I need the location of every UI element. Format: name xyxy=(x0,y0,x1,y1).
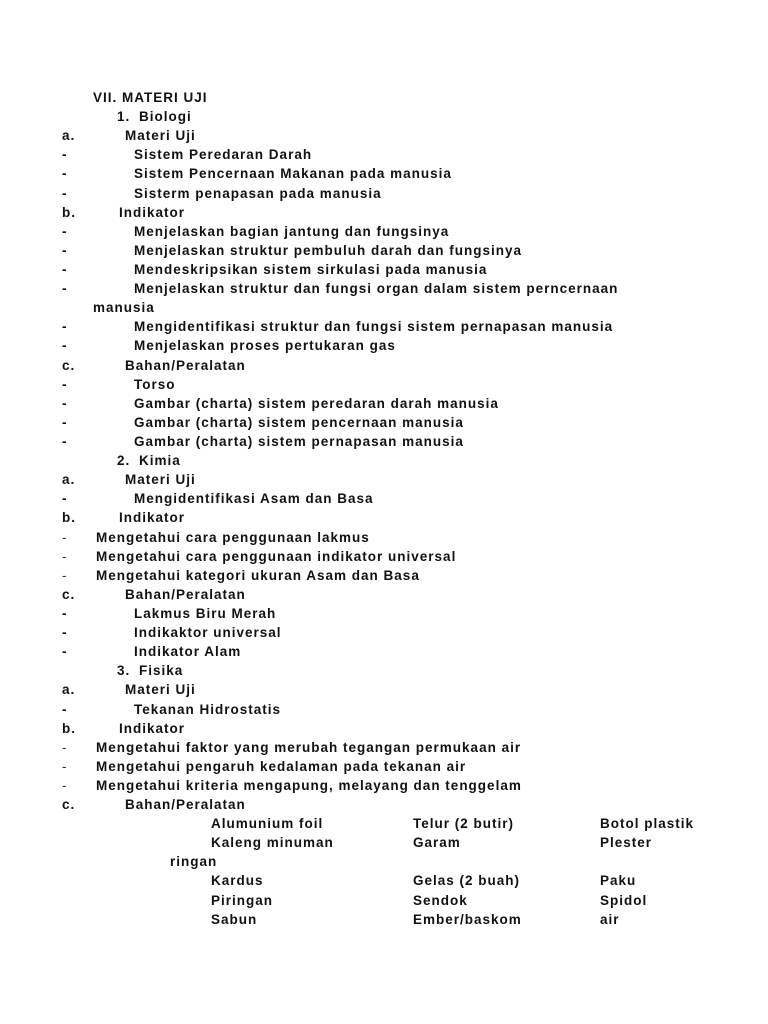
materi-item: Sistem Pencernaan Makanan pada manusia xyxy=(134,166,452,182)
bullet-dash: - xyxy=(62,414,68,430)
bullet-dash: - xyxy=(62,491,68,507)
line xyxy=(0,394,768,413)
subsection-label: Indikator xyxy=(119,204,186,220)
list-marker: b. xyxy=(62,720,76,736)
subsection-label: Bahan/Peralatan xyxy=(125,357,246,373)
table-cell: Ember/baskom xyxy=(413,911,522,927)
bullet-dash: - xyxy=(62,758,68,774)
line xyxy=(0,145,768,164)
line xyxy=(0,126,768,145)
list-marker: a. xyxy=(62,472,76,488)
line xyxy=(0,375,768,394)
line xyxy=(0,566,768,585)
materi-item: Sisterm penapasan pada manusia xyxy=(134,185,382,201)
line xyxy=(0,164,768,183)
line xyxy=(0,757,768,776)
table-cell: Gelas (2 buah) xyxy=(413,873,521,889)
line xyxy=(0,623,768,642)
materi-item: Tekanan Hidrostatis xyxy=(134,701,282,717)
line xyxy=(0,356,768,375)
line xyxy=(0,107,768,126)
bullet-dash: - xyxy=(62,338,68,354)
indikator-item: Menjelaskan bagian jantung dan fungsinya xyxy=(134,223,450,239)
table-cell: Plester xyxy=(600,835,653,851)
line xyxy=(0,604,768,623)
line xyxy=(0,241,768,260)
table-row xyxy=(0,891,768,910)
bullet-dash: - xyxy=(62,261,68,277)
bahan-item: Indikator Alam xyxy=(134,644,242,660)
bullet-dash: - xyxy=(62,739,68,755)
line xyxy=(0,413,768,432)
subsection-label: Materi Uji xyxy=(125,682,196,698)
subject-name: Kimia xyxy=(139,453,181,469)
bullet-dash: - xyxy=(62,548,68,564)
line xyxy=(0,184,768,203)
table-cell: Kaleng minuman xyxy=(211,835,334,851)
table-row xyxy=(0,814,768,833)
subsection-label: Bahan/Peralatan xyxy=(125,586,246,602)
table-cell: Garam xyxy=(413,835,461,851)
table-cell: Telur (2 butir) xyxy=(413,816,514,832)
table-cell: Alumunium foil xyxy=(211,816,324,832)
bullet-dash: - xyxy=(62,223,68,239)
subject-fisika xyxy=(0,661,768,929)
line xyxy=(0,738,768,757)
table-cell: Botol plastik xyxy=(600,816,695,832)
table-cell: air xyxy=(600,911,620,927)
line xyxy=(0,88,768,107)
subject-biologi xyxy=(0,107,768,451)
subject-name: Fisika xyxy=(139,663,184,679)
bullet-dash: - xyxy=(62,166,68,182)
list-marker: a. xyxy=(62,682,76,698)
bullet-dash: - xyxy=(62,376,68,392)
list-marker: c. xyxy=(62,797,76,813)
document-body xyxy=(0,88,768,929)
line xyxy=(0,661,768,680)
subsection-label: Bahan/Peralatan xyxy=(125,797,246,813)
line xyxy=(0,700,768,719)
indikator-item: Mengetahui faktor yang merubah tegangan permukaan air xyxy=(96,739,522,755)
indikator-item: Menjelaskan proses pertukaran gas xyxy=(134,338,396,354)
subject-number: 3. xyxy=(117,663,131,679)
bahan-item: Torso xyxy=(134,376,176,392)
list-marker: b. xyxy=(62,510,76,526)
indikator-item: Mengetahui pengaruh kedalaman pada tekanan air xyxy=(96,758,467,774)
line xyxy=(0,585,768,604)
table-row xyxy=(0,910,768,929)
bullet-dash: - xyxy=(62,185,68,201)
table-row xyxy=(0,871,768,890)
bullet-dash: - xyxy=(62,567,68,583)
line xyxy=(0,489,768,508)
line xyxy=(0,642,768,661)
line xyxy=(0,203,768,222)
table-cell: Sabun xyxy=(211,911,258,927)
line xyxy=(0,432,768,451)
table-cell-continuation: ringan xyxy=(170,854,218,870)
bahan-item: Lakmus Biru Merah xyxy=(134,605,277,621)
table-row xyxy=(0,852,768,871)
materi-item: Sistem Peredaran Darah xyxy=(134,147,313,163)
line xyxy=(0,260,768,279)
bullet-dash: - xyxy=(62,395,68,411)
table-cell: Kardus xyxy=(211,873,264,889)
indikator-item: Mengetahui kriteria mengapung, melayang dan tenggelam xyxy=(96,777,522,793)
subject-kimia xyxy=(0,451,768,661)
materi-item: Mengidentifikasi Asam dan Basa xyxy=(134,491,374,507)
line xyxy=(0,776,768,795)
bullet-dash: - xyxy=(62,605,68,621)
line xyxy=(0,719,768,738)
bullet-dash: - xyxy=(62,433,68,449)
line xyxy=(0,795,768,814)
indikator-item: Mengetahui cara penggunaan indikator universal xyxy=(96,548,457,564)
subsection-label: Materi Uji xyxy=(125,128,196,144)
line xyxy=(0,451,768,470)
table-cell: Spidol xyxy=(600,892,648,908)
bahan-item: Gambar (charta) sistem pencernaan manusia xyxy=(134,414,464,430)
indikator-item: Mendeskripsikan sistem sirkulasi pada manusia xyxy=(134,261,488,277)
line xyxy=(0,470,768,489)
list-marker: c. xyxy=(62,586,76,602)
subsection-label: Indikator xyxy=(119,510,186,526)
subject-number: 2. xyxy=(117,453,131,469)
line xyxy=(0,528,768,547)
indikator-item: Mengetahui kategori ukuran Asam dan Basa xyxy=(96,567,420,583)
subsection-label: Materi Uji xyxy=(125,472,196,488)
line xyxy=(0,336,768,355)
line xyxy=(0,279,768,298)
line xyxy=(0,680,768,699)
list-marker: c. xyxy=(62,357,76,373)
subject-name: Biologi xyxy=(139,109,192,125)
indikator-item: Mengidentifikasi struktur dan fungsi sistem pernapasan manusia xyxy=(134,319,614,335)
line xyxy=(0,508,768,527)
bullet-dash: - xyxy=(62,529,68,545)
bullet-dash: - xyxy=(62,242,68,258)
indikator-item: Mengetahui cara penggunaan lakmus xyxy=(96,529,370,545)
subject-number: 1. xyxy=(117,109,131,125)
bullet-dash: - xyxy=(62,644,68,660)
indikator-item: Menjelaskan struktur pembuluh darah dan fungsinya xyxy=(134,242,523,258)
bullet-dash: - xyxy=(62,281,68,297)
indikator-item: Menjelaskan struktur dan fungsi organ dalam sistem perncernaan xyxy=(134,281,619,297)
bahan-item: Gambar (charta) sistem pernapasan manusia xyxy=(134,433,464,449)
bullet-dash: - xyxy=(62,319,68,335)
bullet-dash: - xyxy=(62,777,68,793)
table-row xyxy=(0,833,768,852)
line xyxy=(0,298,768,317)
table-cell: Sendok xyxy=(413,892,468,908)
table-cell: Piringan xyxy=(211,892,274,908)
subsection-label: Indikator xyxy=(119,720,186,736)
line xyxy=(0,317,768,336)
bullet-dash: - xyxy=(62,701,68,717)
line xyxy=(0,222,768,241)
indikator-item-continuation: manusia xyxy=(93,300,155,316)
table-cell: Paku xyxy=(600,873,637,889)
materials-table xyxy=(0,814,768,929)
bullet-dash: - xyxy=(62,147,68,163)
line xyxy=(0,547,768,566)
bahan-item: Indikaktor universal xyxy=(134,625,282,641)
bullet-dash: - xyxy=(62,625,68,641)
list-marker: b. xyxy=(62,204,76,220)
section-heading: VII. MATERI UJI xyxy=(93,90,208,105)
bahan-item: Gambar (charta) sistem peredaran darah manusia xyxy=(134,395,499,411)
list-marker: a. xyxy=(62,128,76,144)
